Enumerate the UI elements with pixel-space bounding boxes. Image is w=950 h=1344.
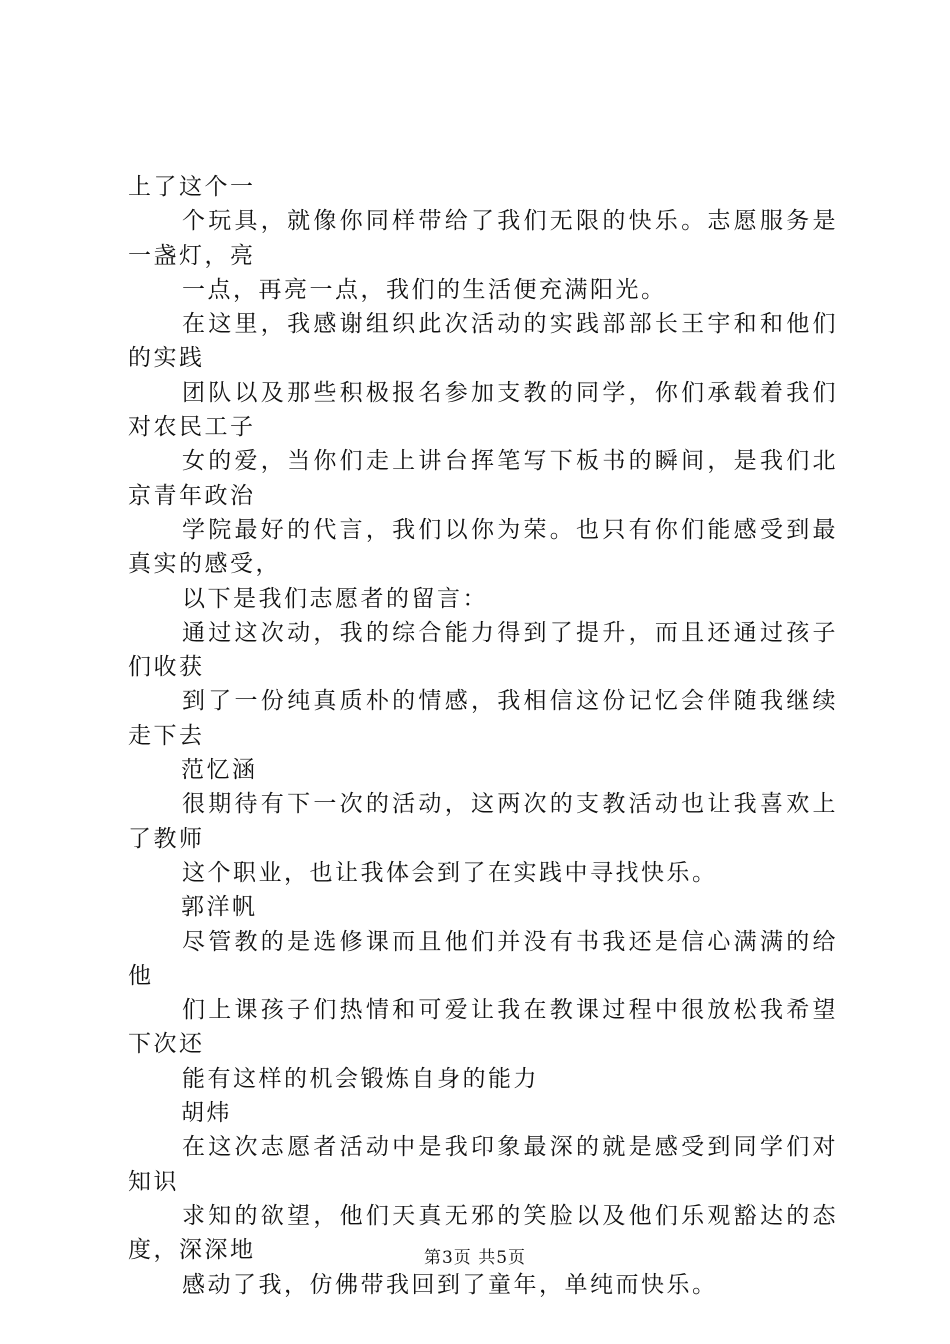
paragraph-line: 在这里，我感谢组织此次活动的实践部部长王宇和和他们的实践 [128,311,838,372]
paragraph-line: 在这次志愿者活动中是我印象最深的就是感受到同学们对知识 [128,1134,838,1195]
paragraph-line: 感动了我，仿佛带我回到了童年，单纯而快乐。 [182,1271,718,1298]
volunteer-name: 胡炜 [181,1100,232,1127]
paragraph-line: 尽管教的是选修课而且他们并没有书我还是信心满满的给他 [128,928,838,989]
paragraph-line: 这个职业，也让我体会到了在实践中寻找快乐。 [182,859,718,886]
paragraph-line: 女的爱，当你们走上讲台挥笔写下板书的瞬间，是我们北京青年政治 [128,448,838,509]
paragraph-line: 上了这个一 [128,174,256,200]
paragraph-line: 以下是我们志愿者的留言： [182,585,488,612]
paragraph-line: 学院最好的代言，我们以你为荣。也只有你们能感受到最真实的感受， [128,516,838,578]
paragraph-line: 能有这样的机会锻炼自身的能力 [182,1065,539,1092]
paragraph-line: 一点，再亮一点，我们的生活便充满阳光。 [182,276,667,303]
paragraph-line: 求知的欲望，他们天真无邪的笑脸以及他们乐观豁达的态度，深深地 [128,1202,838,1264]
volunteer-name: 范忆涵 [181,757,258,784]
paragraph-line: 个玩具，就像你同样带给了我们无限的快乐。志愿服务是一盏灯，亮 [128,208,838,269]
page-footer: 第3页 共5页 [423,1248,527,1268]
paragraph-line: 团队以及那些积极报名参加支教的同学，你们承载着我们对农民工子 [128,379,838,441]
paragraph-line: 们上课孩子们热情和可爱让我在教课过程中很放松我希望下次还 [128,997,838,1058]
paragraph-line: 通过这次动，我的综合能力得到了提升，而且还通过孩子们收获 [128,619,838,681]
volunteer-name: 郭洋帆 [181,894,258,921]
document-body [128,170,838,1302]
paragraph-line: 很期待有下一次的活动，这两次的支教活动也让我喜欢上了教师 [128,791,838,852]
paragraph-line: 到了一份纯真质朴的情感，我相信这份记忆会伴随我继续走下去 [128,688,838,749]
